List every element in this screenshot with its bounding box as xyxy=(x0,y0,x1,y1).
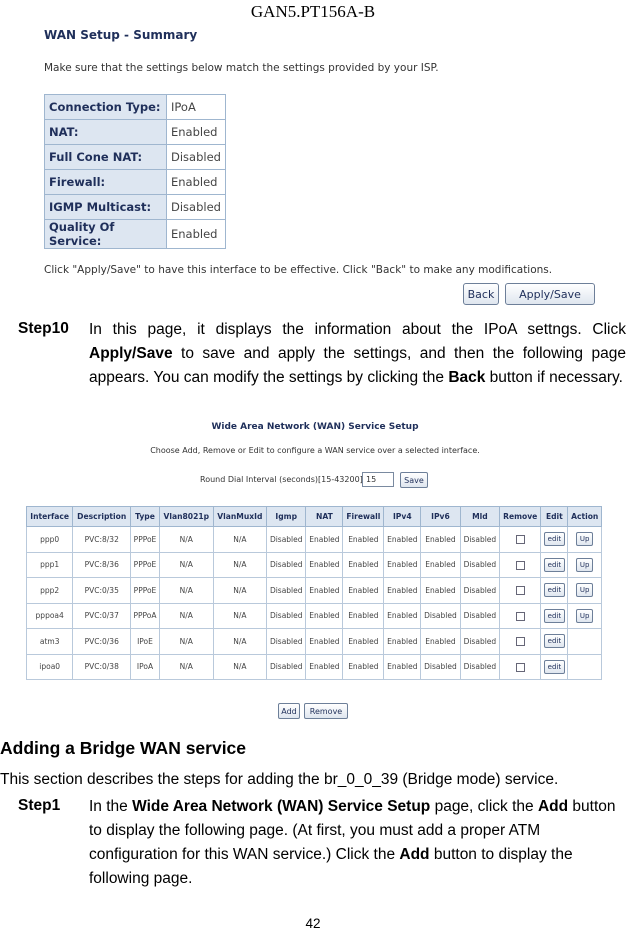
cell-nat: Enabled xyxy=(306,578,343,604)
cell-interface: ipoa0 xyxy=(27,654,73,680)
cell-nat: Enabled xyxy=(306,527,343,553)
section-heading: Adding a Bridge WAN service xyxy=(0,738,247,758)
cell-interface: ppp2 xyxy=(27,578,73,604)
step1-text-1: In the xyxy=(89,798,133,815)
table-row xyxy=(27,552,602,578)
table-row xyxy=(45,145,226,170)
cell-description: PVC:0/38 xyxy=(73,654,131,680)
cell-ipv6: Enabled xyxy=(421,578,460,604)
cell-vlanmuxid: N/A xyxy=(213,578,266,604)
table-row xyxy=(45,170,226,195)
cell-action xyxy=(568,578,602,604)
summary-key: Connection Type: xyxy=(45,95,167,120)
cell-vlanmuxid: N/A xyxy=(213,552,266,578)
cell-remove xyxy=(500,578,541,604)
step1-text-2: page, click the xyxy=(430,798,538,815)
save-button[interactable]: Save xyxy=(400,472,428,488)
step1-text xyxy=(89,795,626,891)
step10-label: Step10 xyxy=(18,320,69,337)
remove-checkbox[interactable] xyxy=(516,663,525,672)
summary-note: Click "Apply/Save" to have this interface to be effective. Click "Back" to make any modifications. xyxy=(44,264,553,276)
col-header: IPv4 xyxy=(384,507,421,527)
cell-ipv6: Enabled xyxy=(421,552,460,578)
service-subtitle: Choose Add, Remove or Edit to configure a WAN service over a selected interface. xyxy=(150,446,480,455)
col-header: Remove xyxy=(500,507,541,527)
step1-bold-3: Add xyxy=(399,846,430,863)
remove-checkbox[interactable] xyxy=(516,586,525,595)
step1-bold-2: Add xyxy=(537,798,569,815)
col-header: Firewall xyxy=(343,507,384,527)
cell-description: PVC:8/36 xyxy=(73,552,131,578)
summary-key: IGMP Multicast: xyxy=(45,195,167,220)
cell-mld: Disabled xyxy=(460,629,499,655)
col-header: Description xyxy=(73,507,131,527)
col-header: VlanMuxId xyxy=(213,507,266,527)
round-dial-input[interactable]: 15 xyxy=(362,472,394,487)
cell-nat: Enabled xyxy=(306,552,343,578)
table-row xyxy=(45,95,226,120)
cell-igmp: Disabled xyxy=(267,603,306,629)
cell-description: PVC:8/32 xyxy=(73,527,131,553)
cell-interface: pppoa4 xyxy=(27,603,73,629)
up-button[interactable]: Up xyxy=(576,583,594,597)
summary-title: WAN Setup - Summary xyxy=(44,28,198,42)
remove-checkbox[interactable] xyxy=(516,535,525,544)
cell-edit xyxy=(541,527,568,553)
cell-vlanmuxid: N/A xyxy=(213,629,266,655)
summary-value: Disabled xyxy=(167,145,226,170)
cell-type: IPoA xyxy=(131,654,160,680)
cell-action xyxy=(568,603,602,629)
round-dial-label: Round Dial Interval (seconds)[15-43200] xyxy=(200,475,363,484)
remove-checkbox[interactable] xyxy=(516,561,525,570)
cell-description: PVC:0/35 xyxy=(73,578,131,604)
cell-type: PPPoE xyxy=(131,578,160,604)
edit-button[interactable]: edit xyxy=(544,660,565,674)
cell-vlan8021p: N/A xyxy=(159,654,213,680)
cell-nat: Enabled xyxy=(306,654,343,680)
cell-vlanmuxid: N/A xyxy=(213,654,266,680)
col-header: Vlan8021p xyxy=(159,507,213,527)
table-row xyxy=(27,654,602,680)
cell-firewall: Enabled xyxy=(343,654,384,680)
summary-key: Quality Of Service: xyxy=(45,220,167,249)
col-header: Type xyxy=(131,507,160,527)
cell-edit xyxy=(541,552,568,578)
step10-text xyxy=(89,318,626,390)
cell-ipv4: Enabled xyxy=(384,527,421,553)
summary-value: Enabled xyxy=(167,120,226,145)
cell-ipv6: Enabled xyxy=(421,527,460,553)
cell-vlan8021p: N/A xyxy=(159,578,213,604)
cell-ipv4: Enabled xyxy=(384,552,421,578)
cell-ipv6: Disabled xyxy=(421,654,460,680)
summary-intro: Make sure that the settings below match the settings provided by your ISP. xyxy=(44,62,439,74)
cell-interface: atm3 xyxy=(27,629,73,655)
cell-remove xyxy=(500,654,541,680)
cell-vlanmuxid: N/A xyxy=(213,603,266,629)
cell-firewall: Enabled xyxy=(343,629,384,655)
table-header-row xyxy=(27,507,602,527)
cell-ipv4: Enabled xyxy=(384,654,421,680)
cell-igmp: Disabled xyxy=(267,629,306,655)
cell-firewall: Enabled xyxy=(343,603,384,629)
table-row xyxy=(27,603,602,629)
summary-table xyxy=(44,94,226,249)
step10-bold-2: Back xyxy=(448,369,486,386)
table-row xyxy=(27,578,602,604)
cell-remove xyxy=(500,527,541,553)
cell-vlan8021p: N/A xyxy=(159,552,213,578)
step1-bold-1: Wide Area Network (WAN) Service Setup xyxy=(132,798,431,815)
edit-button[interactable]: edit xyxy=(544,558,565,572)
table-row xyxy=(45,120,226,145)
cell-ipv6: Enabled xyxy=(421,629,460,655)
cell-type: PPPoA xyxy=(131,603,160,629)
cell-nat: Enabled xyxy=(306,629,343,655)
cell-nat: Enabled xyxy=(306,603,343,629)
cell-mld: Disabled xyxy=(460,654,499,680)
col-header: Igmp xyxy=(267,507,306,527)
cell-edit xyxy=(541,654,568,680)
cell-mld: Disabled xyxy=(460,552,499,578)
step1-label: Step1 xyxy=(18,797,61,814)
remove-checkbox[interactable] xyxy=(516,637,525,646)
cell-action xyxy=(568,552,602,578)
step10-text-2: to save and apply the settings, and then the following page appears. You can modify the settings by clicking the xyxy=(89,345,626,386)
wan-service-screenshot xyxy=(26,418,604,723)
cell-action xyxy=(568,629,602,655)
col-header: Mld xyxy=(460,507,499,527)
up-button[interactable]: Up xyxy=(576,558,594,572)
cell-type: IPoE xyxy=(131,629,160,655)
cell-mld: Disabled xyxy=(460,578,499,604)
cell-remove xyxy=(500,603,541,629)
table-row xyxy=(27,527,602,553)
cell-mld: Disabled xyxy=(460,527,499,553)
cell-vlan8021p: N/A xyxy=(159,527,213,553)
table-row xyxy=(45,220,226,249)
table-row xyxy=(45,195,226,220)
step1-text-4: button to display the following page. xyxy=(89,846,573,887)
cell-vlan8021p: N/A xyxy=(159,629,213,655)
page-header: GAN5.PT156A-B xyxy=(250,2,376,21)
cell-ipv4: Enabled xyxy=(384,629,421,655)
cell-type: PPPoE xyxy=(131,527,160,553)
cell-action xyxy=(568,654,602,680)
step10-text-3: button if necessary. xyxy=(485,369,623,386)
cell-edit xyxy=(541,603,568,629)
col-header: IPv6 xyxy=(421,507,460,527)
cell-igmp: Disabled xyxy=(267,527,306,553)
cell-type: PPPoE xyxy=(131,552,160,578)
cell-mld: Disabled xyxy=(460,603,499,629)
summary-value: Disabled xyxy=(167,195,226,220)
table-row xyxy=(27,629,602,655)
summary-value: Enabled xyxy=(167,170,226,195)
cell-description: PVC:0/36 xyxy=(73,629,131,655)
summary-key: NAT: xyxy=(45,120,167,145)
edit-button[interactable]: edit xyxy=(544,609,565,623)
col-header: Action xyxy=(568,507,602,527)
section-paragraph: This section describes the steps for adding the br_0_0_39 (Bridge mode) service. xyxy=(0,771,559,788)
cell-vlanmuxid: N/A xyxy=(213,527,266,553)
summary-key: Firewall: xyxy=(45,170,167,195)
add-button[interactable]: Add xyxy=(278,703,300,719)
cell-firewall: Enabled xyxy=(343,578,384,604)
cell-remove xyxy=(500,629,541,655)
cell-ipv4: Enabled xyxy=(384,603,421,629)
cell-interface: ppp1 xyxy=(27,552,73,578)
back-button[interactable]: Back xyxy=(463,283,499,305)
up-button[interactable]: Up xyxy=(576,532,594,546)
col-header: Edit xyxy=(541,507,568,527)
cell-igmp: Disabled xyxy=(267,552,306,578)
edit-button[interactable]: edit xyxy=(544,532,565,546)
cell-edit xyxy=(541,578,568,604)
cell-firewall: Enabled xyxy=(343,552,384,578)
service-title: Wide Area Network (WAN) Service Setup xyxy=(211,422,419,432)
cell-edit xyxy=(541,629,568,655)
summary-value: IPoA xyxy=(167,95,226,120)
col-header: NAT xyxy=(306,507,343,527)
summary-value: Enabled xyxy=(167,220,226,249)
cell-remove xyxy=(500,552,541,578)
cell-ipv4: Enabled xyxy=(384,578,421,604)
step10-text-1: In this page, it displays the information about the IPoA settngs. Click xyxy=(89,321,626,338)
edit-button[interactable]: edit xyxy=(544,583,565,597)
step1-text-3: button to display the following page. (At first, you must add a proper ATM configuration for this WAN service.) Click the xyxy=(89,798,616,863)
step10-bold-1: Apply/Save xyxy=(89,345,173,362)
cell-firewall: Enabled xyxy=(343,527,384,553)
cell-ipv6: Disabled xyxy=(421,603,460,629)
cell-interface: ppp0 xyxy=(27,527,73,553)
service-table xyxy=(26,506,602,680)
up-button[interactable]: Up xyxy=(576,609,594,623)
remove-button[interactable]: Remove xyxy=(304,703,348,719)
col-header: Interface xyxy=(27,507,73,527)
cell-igmp: Disabled xyxy=(267,654,306,680)
remove-checkbox[interactable] xyxy=(516,612,525,621)
cell-igmp: Disabled xyxy=(267,578,306,604)
cell-vlan8021p: N/A xyxy=(159,603,213,629)
apply-save-button[interactable]: Apply/Save xyxy=(505,283,595,305)
cell-description: PVC:0/37 xyxy=(73,603,131,629)
edit-button[interactable]: edit xyxy=(544,634,565,648)
cell-action xyxy=(568,527,602,553)
page-number: 42 xyxy=(305,916,321,931)
summary-key: Full Cone NAT: xyxy=(45,145,167,170)
